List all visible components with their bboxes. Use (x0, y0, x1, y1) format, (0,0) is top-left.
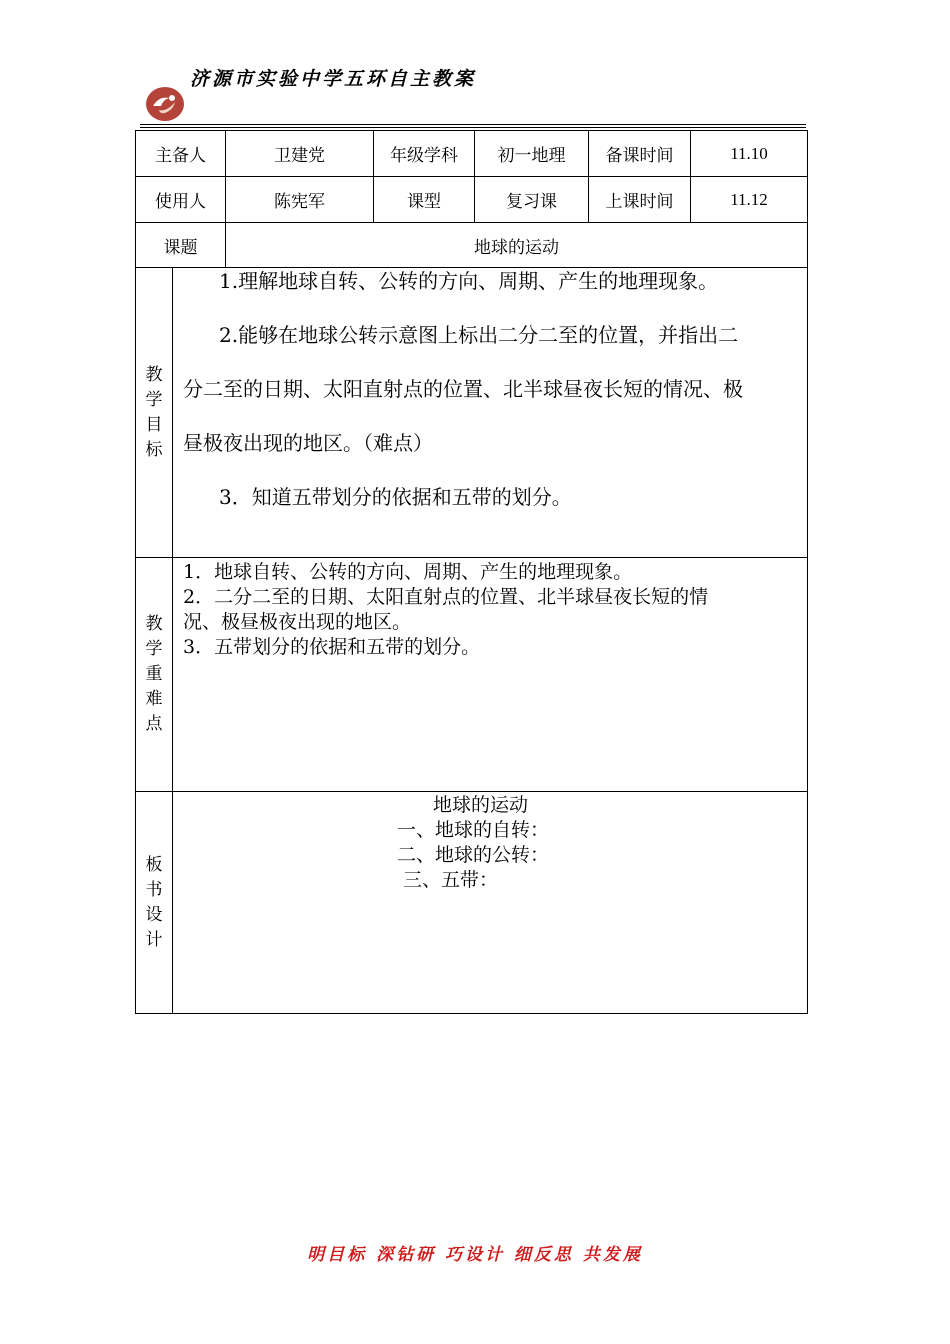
grade-subject-label: 年级学科 (374, 131, 475, 177)
board-line-1: 一、地球的自转： (397, 819, 550, 841)
board-label-char: 板 (145, 854, 163, 875)
board-title: 地球的运动 (433, 794, 529, 816)
key-point-item-2-line-2: 况、极昼极夜出现的地区。 (183, 611, 412, 633)
key-point-item-3: 3．五带划分的依据和五带的划分。 (183, 636, 481, 658)
board-label-char: 计 (145, 929, 163, 950)
goals-row (136, 268, 808, 558)
key-points-label-char: 重 (145, 664, 163, 684)
topic-row (136, 223, 808, 268)
goals-content (173, 268, 808, 558)
topic-label: 课题 (136, 223, 226, 268)
header-divider (140, 124, 806, 125)
goals-label-char: 目 (145, 414, 163, 435)
lesson-type-value: 复习课 (475, 177, 589, 223)
key-points-label-char: 教 (145, 614, 163, 634)
preparer-label: 主备人 (136, 131, 226, 177)
goals-label-char: 学 (145, 389, 163, 410)
goal-item-3: 3．知道五带划分的依据和五带的划分。 (219, 485, 572, 509)
key-points-content (173, 558, 808, 792)
school-logo-icon (145, 86, 185, 122)
board-line-3: 三、五带： (403, 869, 499, 891)
board-row (136, 792, 808, 1014)
lesson-type-label: 课型 (374, 177, 475, 223)
board-line-2: 二、地球的公转： (397, 844, 550, 866)
meta-row-1 (136, 131, 808, 177)
key-points-label (136, 558, 173, 792)
key-points-label-char: 点 (145, 714, 163, 734)
user-value: 陈宪军 (226, 177, 374, 223)
meta-row-2 (136, 177, 808, 223)
goals-label-char: 教 (145, 364, 163, 385)
prep-time-value: 11.10 (691, 131, 808, 177)
prep-time-label: 备课时间 (589, 131, 691, 177)
goal-item-2-line-2: 分二至的日期、太阳直射点的位置、北半球昼夜长短的情况、极 (183, 377, 743, 401)
key-points-label-char: 学 (145, 639, 163, 659)
key-points-label-char: 难 (145, 689, 163, 709)
goal-item-1: 1.理解地球自转、公转的方向、周期、产生的地理现象。 (219, 269, 719, 293)
user-label: 使用人 (136, 177, 226, 223)
goals-label (136, 268, 173, 558)
key-points-row (136, 558, 808, 792)
board-label (136, 792, 173, 1014)
goal-item-2-line-3: 昼极夜出现的地区。（难点） (183, 431, 433, 455)
board-label-char: 设 (145, 904, 163, 925)
preparer-value: 卫建党 (226, 131, 374, 177)
goal-item-2-line-1: 2.能够在地球公转示意图上标出二分二至的位置，并指出二 (219, 323, 739, 347)
key-point-item-1: 1．地球自转、公转的方向、周期、产生的地理现象。 (183, 561, 633, 583)
key-point-item-2-line-1: 2．二分二至的日期、太阳直射点的位置、北半球昼夜长短的情 (183, 586, 709, 608)
school-title: 济源市实验中学五环自主教案 (190, 68, 477, 90)
board-label-char: 书 (145, 879, 163, 900)
topic-value: 地球的运动 (226, 223, 808, 268)
goals-label-char: 标 (145, 439, 163, 460)
footer-motto: 明目标 深钻研 巧设计 细反思 共发展 (307, 1245, 643, 1265)
board-content (173, 792, 808, 1014)
grade-subject-value: 初一地理 (475, 131, 589, 177)
class-time-label: 上课时间 (589, 177, 691, 223)
header-divider-thin (140, 127, 806, 128)
lesson-plan-table (135, 130, 808, 1014)
class-time-value: 11.12 (691, 177, 808, 223)
